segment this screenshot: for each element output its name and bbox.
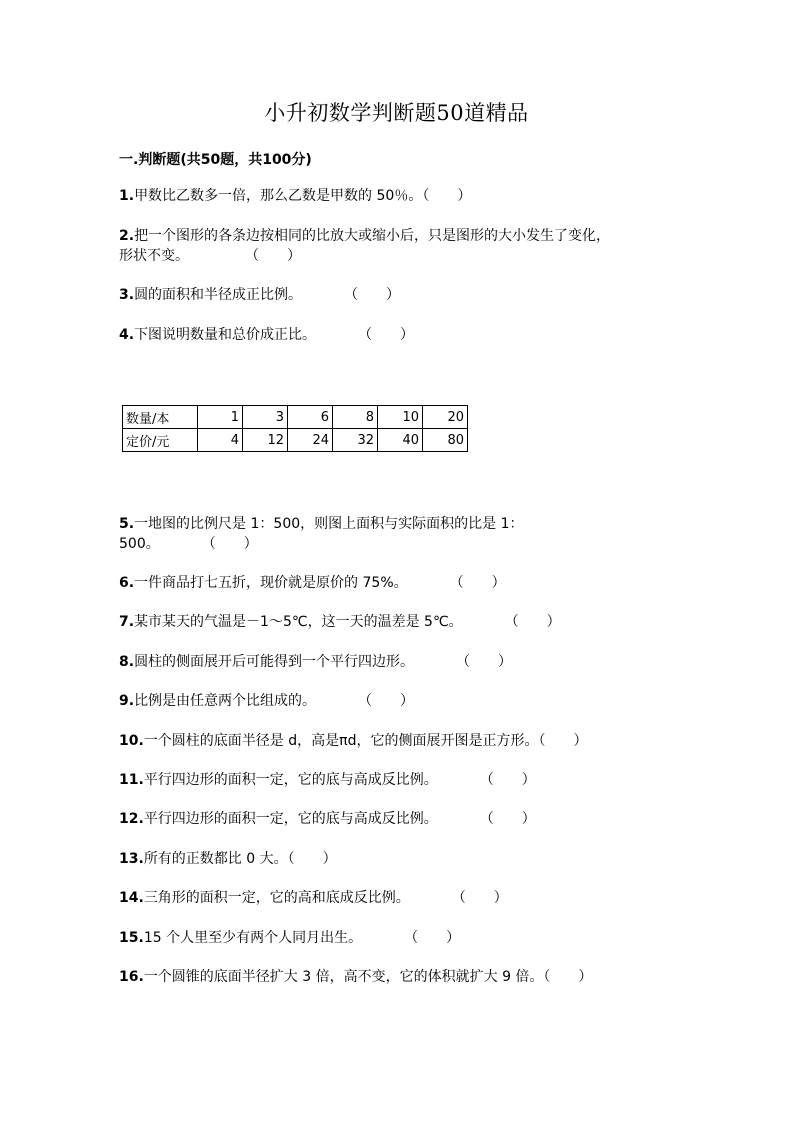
question-number: 10. — [119, 733, 144, 749]
table-cell: 6 — [288, 406, 333, 429]
question-number: 14. — [119, 890, 144, 906]
question-number: 12. — [119, 811, 144, 827]
question-text: 平行四边形的面积一定，它的底与高成反比例。 （ ） — [143, 772, 536, 788]
question-number: 6. — [119, 575, 135, 591]
question-text: 下图说明数量和总价成正比。 （ ） — [134, 327, 415, 343]
question-number: 3. — [119, 287, 135, 303]
question-4 — [119, 325, 679, 345]
question-number: 4. — [119, 327, 135, 343]
question-2 — [119, 226, 694, 266]
table-row — [123, 429, 468, 452]
question-1 — [119, 186, 679, 206]
question-7 — [119, 612, 679, 632]
question-text: 甲数比乙数多一倍，那么乙数是甲数的 50％。（ ） — [134, 188, 472, 204]
question-number: 5. — [119, 516, 135, 532]
question-text: 圆的面积和半径成正比例。 （ ） — [134, 287, 401, 303]
table-cell: 1 — [198, 406, 243, 429]
question-number: 2. — [119, 228, 135, 244]
question-text: 一件商品打七五折，现价就是原价的 75%。 （ ） — [134, 575, 506, 591]
question-15 — [119, 928, 679, 948]
question-text: 圆柱的侧面展开后可能得到一个平行四边形。 （ ） — [134, 654, 513, 670]
question-text: 比例是由任意两个比组成的。 （ ） — [134, 693, 415, 709]
table-row — [123, 406, 468, 429]
table-cell: 24 — [288, 429, 333, 452]
question-text: 一个圆柱的底面半径是 d，高是πd，它的侧面展开图是正方形。（ ） — [143, 733, 588, 749]
question-number: 13. — [119, 851, 144, 867]
table-cell: 4 — [198, 429, 243, 452]
question-text: 一个圆锥的底面半径扩大 3 倍，高不变，它的体积就扩大 9 倍。（ ） — [143, 969, 593, 985]
question-text: 一地图的比例尺是 1：500，则图上面积与实际面积的比是 1： — [134, 516, 524, 532]
table-cell: 40 — [378, 429, 423, 452]
table-row-label: 定价/元 — [123, 429, 198, 452]
page-title: 小升初数学判断题50道精品 — [264, 101, 529, 125]
question-14 — [119, 888, 679, 908]
table-cell: 10 — [378, 406, 423, 429]
question-number: 15. — [119, 930, 144, 946]
table-cell: 80 — [423, 429, 468, 452]
question-10 — [119, 731, 689, 751]
question-text-continued: 形状不变。 （ ） — [119, 248, 301, 264]
question-text-continued: 500。 （ ） — [119, 536, 258, 552]
question-number: 16. — [119, 969, 144, 985]
table-cell: 12 — [243, 429, 288, 452]
question-number: 1. — [119, 188, 135, 204]
table-cell: 20 — [423, 406, 468, 429]
price-table — [122, 405, 468, 452]
question-text: 15 个人里至少有两个人同月出生。 （ ） — [143, 930, 461, 946]
section-heading: 一.判断题(共50题，共100分) — [119, 152, 312, 168]
question-text: 所有的正数都比 0 大。（ ） — [143, 851, 337, 867]
question-8 — [119, 652, 679, 672]
question-13 — [119, 849, 679, 869]
question-text: 三角形的面积一定，它的高和底成反比例。 （ ） — [143, 890, 508, 906]
question-3 — [119, 285, 679, 305]
question-number: 7. — [119, 614, 135, 630]
question-number: 11. — [119, 772, 144, 788]
question-text: 某市某天的气温是－1～5℃，这一天的温差是 5℃。 （ ） — [134, 614, 561, 630]
table-cell: 8 — [333, 406, 378, 429]
question-number: 8. — [119, 654, 135, 670]
question-9 — [119, 691, 679, 711]
question-11 — [119, 770, 679, 790]
table-row-label: 数量/本 — [123, 406, 198, 429]
question-16 — [119, 967, 689, 987]
question-text: 把一个图形的各条边按相同的比放大或缩小后，只是图形的大小发生了变化， — [134, 228, 611, 244]
question-number: 9. — [119, 693, 135, 709]
question-12 — [119, 809, 679, 829]
question-6 — [119, 573, 679, 593]
table-cell: 3 — [243, 406, 288, 429]
table-cell: 32 — [333, 429, 378, 452]
question-5 — [119, 514, 679, 554]
question-text: 平行四边形的面积一定，它的底与高成反比例。 （ ） — [143, 811, 536, 827]
